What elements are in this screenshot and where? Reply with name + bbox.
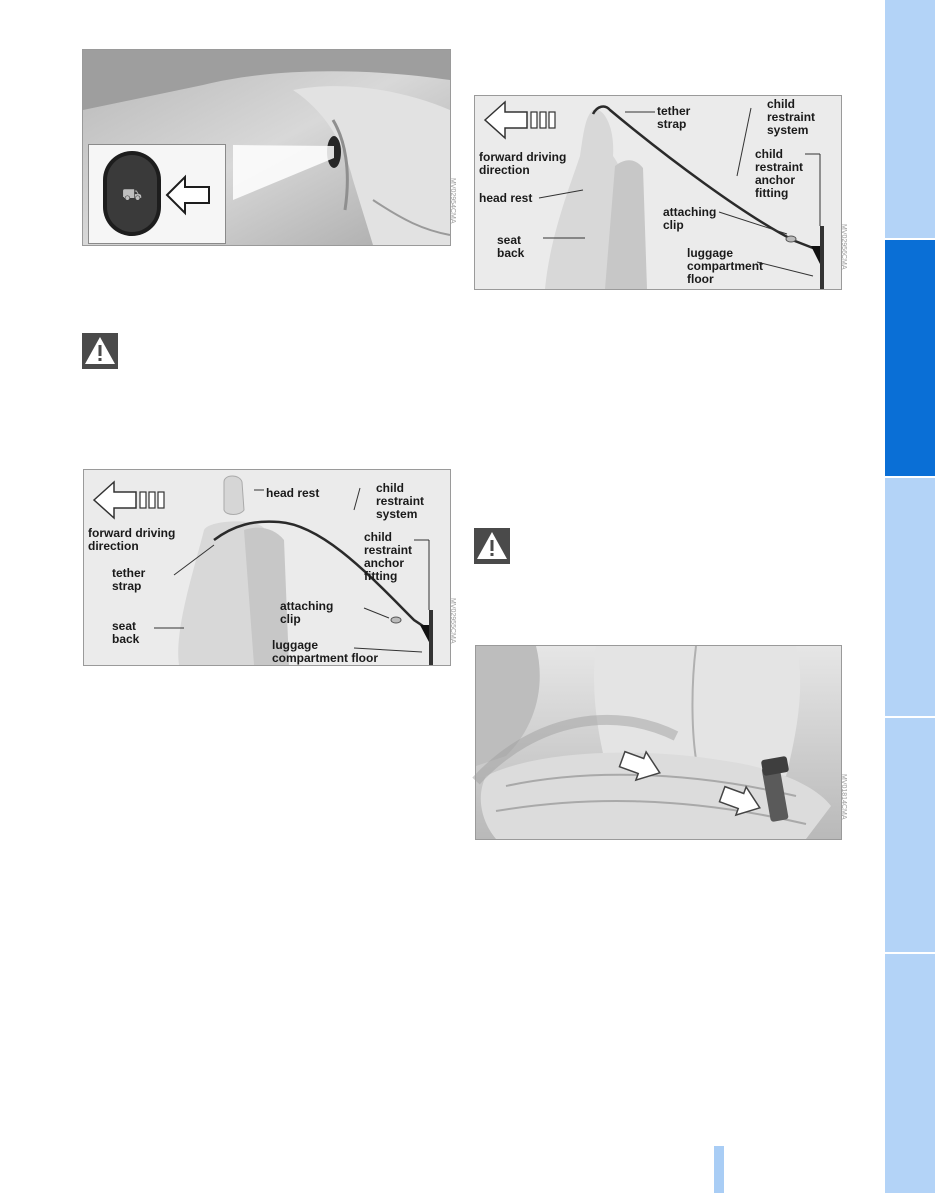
label-attaching-clip: attaching clip (280, 599, 334, 626)
figure-tether-headrest (83, 469, 456, 666)
label-luggage-floor: luggage compartment floor (687, 246, 764, 286)
page-marker (714, 1146, 724, 1193)
label-attaching-clip: attaching clip (663, 205, 717, 232)
figure-code: MV02955CMA (449, 598, 456, 644)
nav-tab-4[interactable] (885, 718, 935, 952)
figure-code: MV01814CMA (840, 774, 847, 820)
label-child-restraint-system: child restraint system (767, 97, 816, 137)
zoom-inset (88, 144, 226, 244)
figure-seat-cushion (475, 645, 847, 840)
svg-text:⛟: ⛟ (121, 185, 143, 204)
label-head-rest: head rest (266, 486, 320, 500)
label-forward-direction: forward driving direction (88, 526, 176, 553)
label-anchor-fitting: child restraint anchor fitting (755, 147, 804, 200)
label-forward-direction: forward driving direction (479, 150, 567, 177)
label-tether-strap: tether strap (112, 566, 146, 593)
seat-release-button-icon (89, 145, 225, 243)
label-head-rest: head rest (479, 191, 533, 205)
nav-tab-1[interactable] (885, 0, 935, 238)
label-seat-back: seat back (497, 233, 525, 260)
nav-tab-2-active[interactable] (885, 240, 935, 476)
label-child-restraint-system: child restraint system (376, 481, 425, 521)
label-tether-strap: tether strap (657, 104, 691, 131)
warning-triangle-icon (474, 528, 510, 564)
label-luggage-floor: luggage compartment floor (272, 638, 379, 665)
forward-arrow-icon (94, 482, 136, 518)
figure-code: MV02956CMA (840, 224, 847, 270)
label-seat-back: seat back (112, 619, 140, 646)
forward-arrow-icon (485, 102, 527, 138)
label-anchor-fitting: child restraint anchor fitting (364, 530, 413, 583)
figure-release-button (82, 49, 456, 246)
figure-code: MV02954CMA (449, 178, 456, 224)
figure-tether-no-headrest (474, 95, 847, 290)
nav-tab-5[interactable] (885, 954, 935, 1193)
forward-arrow-icon (167, 177, 209, 213)
nav-tab-3[interactable] (885, 478, 935, 716)
warning-triangle-icon (82, 333, 118, 369)
